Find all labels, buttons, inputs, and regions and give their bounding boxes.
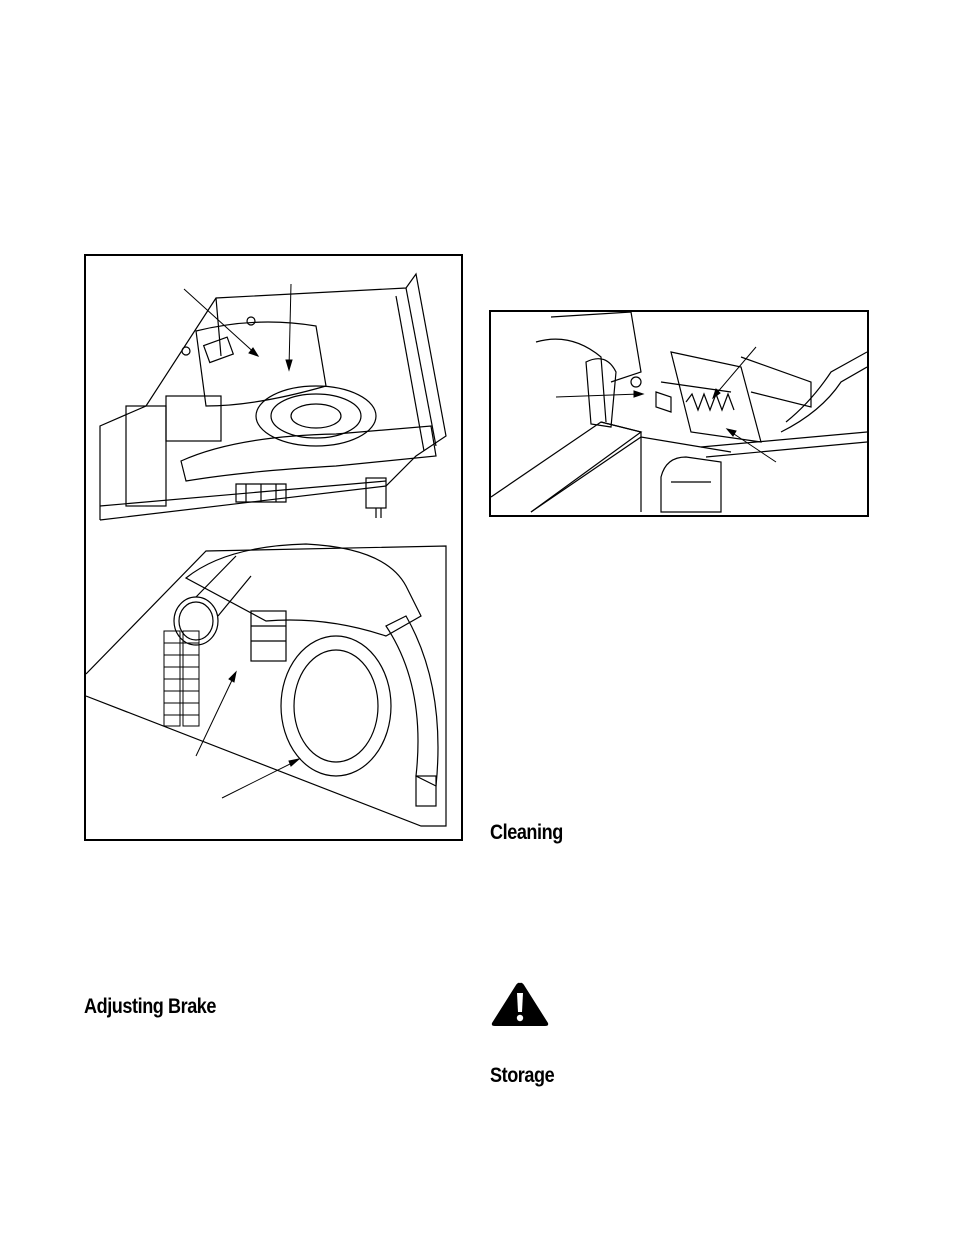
heading-storage: Storage xyxy=(490,1064,555,1087)
brake-linkage-illustration xyxy=(491,312,867,515)
chain-pulley-view xyxy=(86,544,446,826)
figure-belt-chain xyxy=(84,254,463,841)
figure-brake-linkage xyxy=(489,310,869,517)
belt-chain-illustration xyxy=(86,256,461,839)
warning-triangle-icon xyxy=(489,980,551,1028)
brake-spring xyxy=(686,394,734,410)
callouts-bottom xyxy=(196,672,299,798)
engine-top-view xyxy=(100,274,446,520)
heading-adjusting-brake: Adjusting Brake xyxy=(84,995,217,1018)
heading-cleaning: Cleaning xyxy=(490,821,563,844)
